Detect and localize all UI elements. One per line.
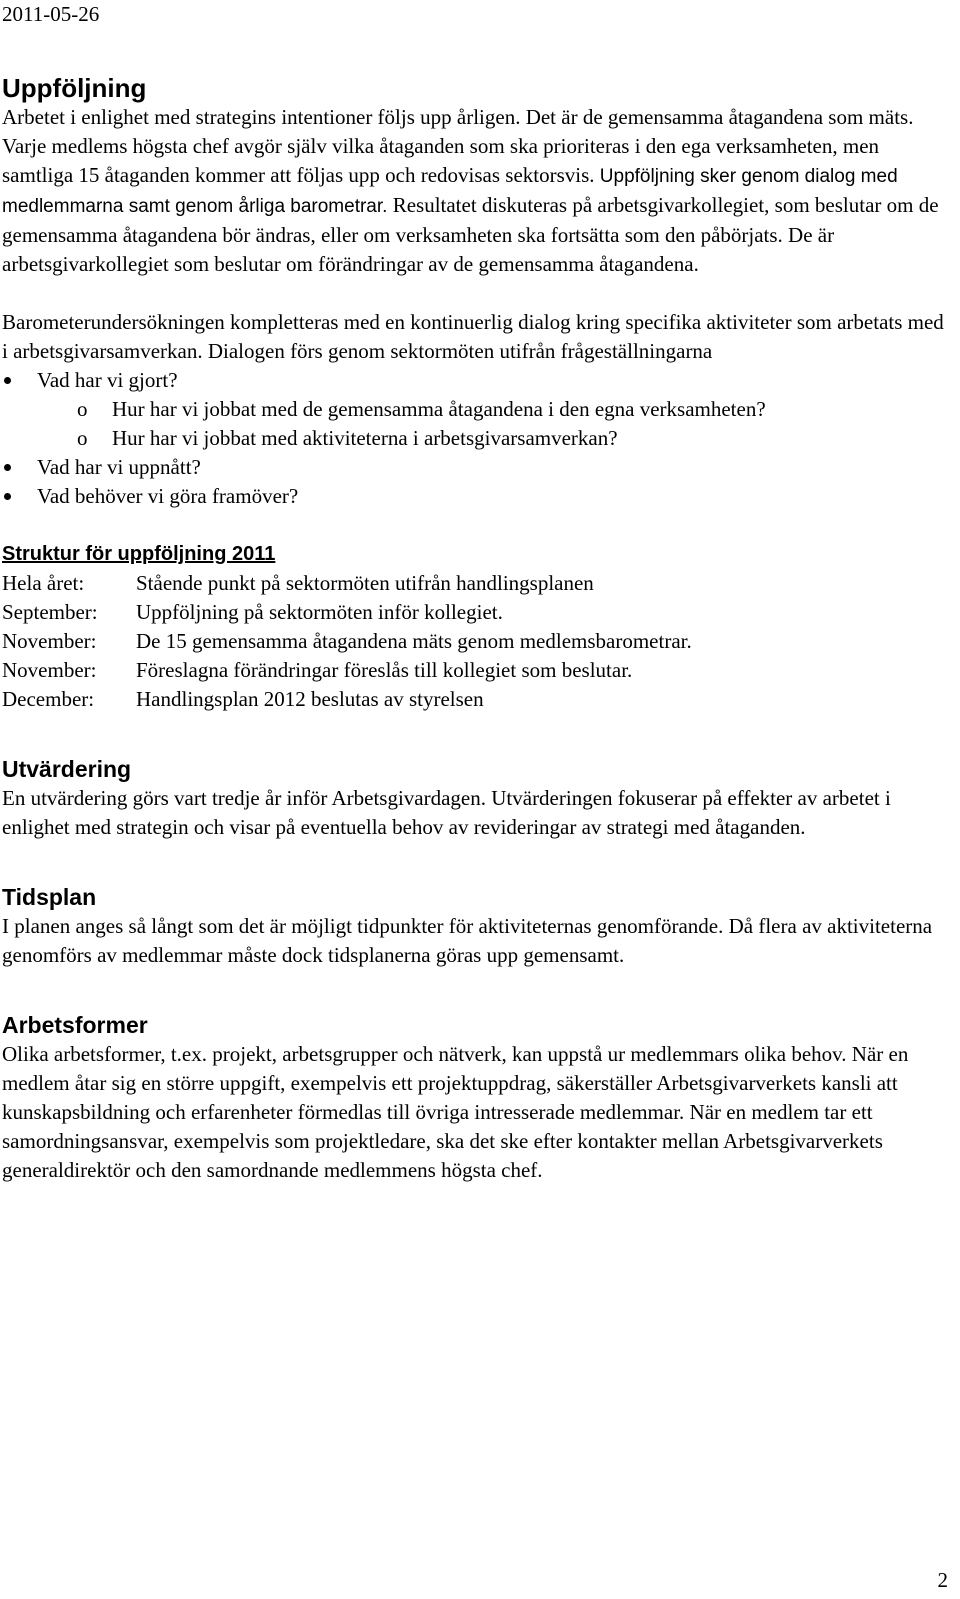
sub-bullet-item [2,424,952,453]
schedule-label: September: [2,600,98,624]
schedule-table [2,569,952,714]
page-number: 2 [937,1568,948,1592]
heading-arbetsformer: Arbetsformer [2,1012,148,1038]
document-date: 2011-05-26 [2,2,100,26]
sub-bullet-item [2,395,952,424]
schedule-label: November: [2,658,97,682]
schedule-text: Uppföljning på sektormöten inför kollegiet. [136,600,503,624]
schedule-row [2,627,952,656]
bullet-text: Vad har vi uppnått? [37,455,201,479]
schedule-label: November: [2,629,97,653]
heading-uppfoljning: Uppföljning [2,73,147,103]
sub-bullet-text: Hur har vi jobbat med aktiviteterna i arbetsgivarsamverkan? [112,426,618,450]
sub-bullet-marker: o [77,426,88,450]
paragraph-uppfoljning-part1: Arbetet i enlighet med strategins intentioner följs upp årligen. Det är de gemensamma åtagandena som mäts. Varje medlems högsta chef avgör själv vilka åtaganden som ska prioriteras i den ega verksamheten, men samtliga 15 åtaganden kommer att följas upp och redovisas sektorsvis. [2,105,914,187]
schedule-label: December: [2,687,95,711]
bullet-item [2,366,952,395]
heading-tidsplan: Tidsplan [2,884,97,910]
paragraph-arbetsformer: Olika arbetsformer, t.ex. projekt, arbetsgrupper och nätverk, kan uppstå ur medlemmars olika behov. När en medlem åtar sig en större uppgift, exempelvis ett projektuppdrag, säkerställer Arbetsgivarverkets kansli att kunskapsbildning och erfarenheter förmedlas till övriga intresserade medlemmar. När en medlem tar ett samordningsansvar, exempelvis som projektledare, ska det ske efter kontakter mellan Arbetsgivarverkets generaldirektör och den samordnande medlemmens högsta chef. [2,1042,909,1182]
bullet-dot-icon [4,493,11,500]
bullet-item [2,482,952,511]
paragraph-barometer: Barometerundersökningen kompletteras med en kontinuerlig dialog kring specifika aktiviteter som arbetats med i arbetsgivarsamverkan. Dialogen förs genom sektormöten utifrån frågeställningarna [2,310,944,363]
paragraph-uppfoljning-part2: Uppföljning sker genom dialog med medlemmarna samt genom årliga barometrar. [2,166,898,217]
document-body [2,73,952,1185]
bullet-item [2,453,952,482]
bullet-text: Vad har vi gjort? [37,368,178,392]
heading-struktur: Struktur för uppföljning 2011 [2,543,276,565]
bullet-text: Vad behöver vi göra framöver? [37,484,299,508]
heading-utvardering: Utvärdering [2,756,132,782]
bullet-dot-icon [4,377,11,384]
schedule-text: Stående punkt på sektormöten utifrån handlingsplanen [136,571,594,595]
schedule-text: Handlingsplan 2012 beslutas av styrelsen [136,687,484,711]
sub-bullet-text: Hur har vi jobbat med de gemensamma åtagandena i den egna verksamheten? [112,397,766,421]
schedule-row [2,598,952,627]
schedule-row [2,685,952,714]
sub-bullet-marker: o [77,397,88,421]
paragraph-tidsplan: I planen anges så långt som det är möjligt tidpunkter för aktiviteternas genomförande. Då flera av aktiviteterna genomförs av medlemmar måste dock tidsplanerna göras upp gemensamt. [2,914,933,967]
paragraph-utvardering: En utvärdering görs vart tredje år inför Arbetsgivardagen. Utvärderingen fokuserar på effekter av arbetet i enlighet med strategin och visar på eventuella behov av revideringar av strategi med åtaganden. [2,786,891,839]
schedule-row [2,569,952,598]
paragraph-uppfoljning [2,103,952,279]
schedule-text: Föreslagna förändringar föreslås till kollegiet som beslutar. [136,658,633,682]
bullet-dot-icon [4,464,11,471]
schedule-text: De 15 gemensamma åtagandena mäts genom medlemsbarometrar. [136,629,692,653]
schedule-row [2,656,952,685]
paragraph-uppfoljning-part3: Resultatet diskuteras på arbetsgivarkollegiet, som beslutar om de gemensamma åtagandena bör ändras, eller om verksamheten ska fortsätta som den påbörjats. De är arbetsgivarkollegiet som beslutar om förändringar av de gemensamma åtagandena. [2,193,939,276]
schedule-label: Hela året: [2,571,85,595]
